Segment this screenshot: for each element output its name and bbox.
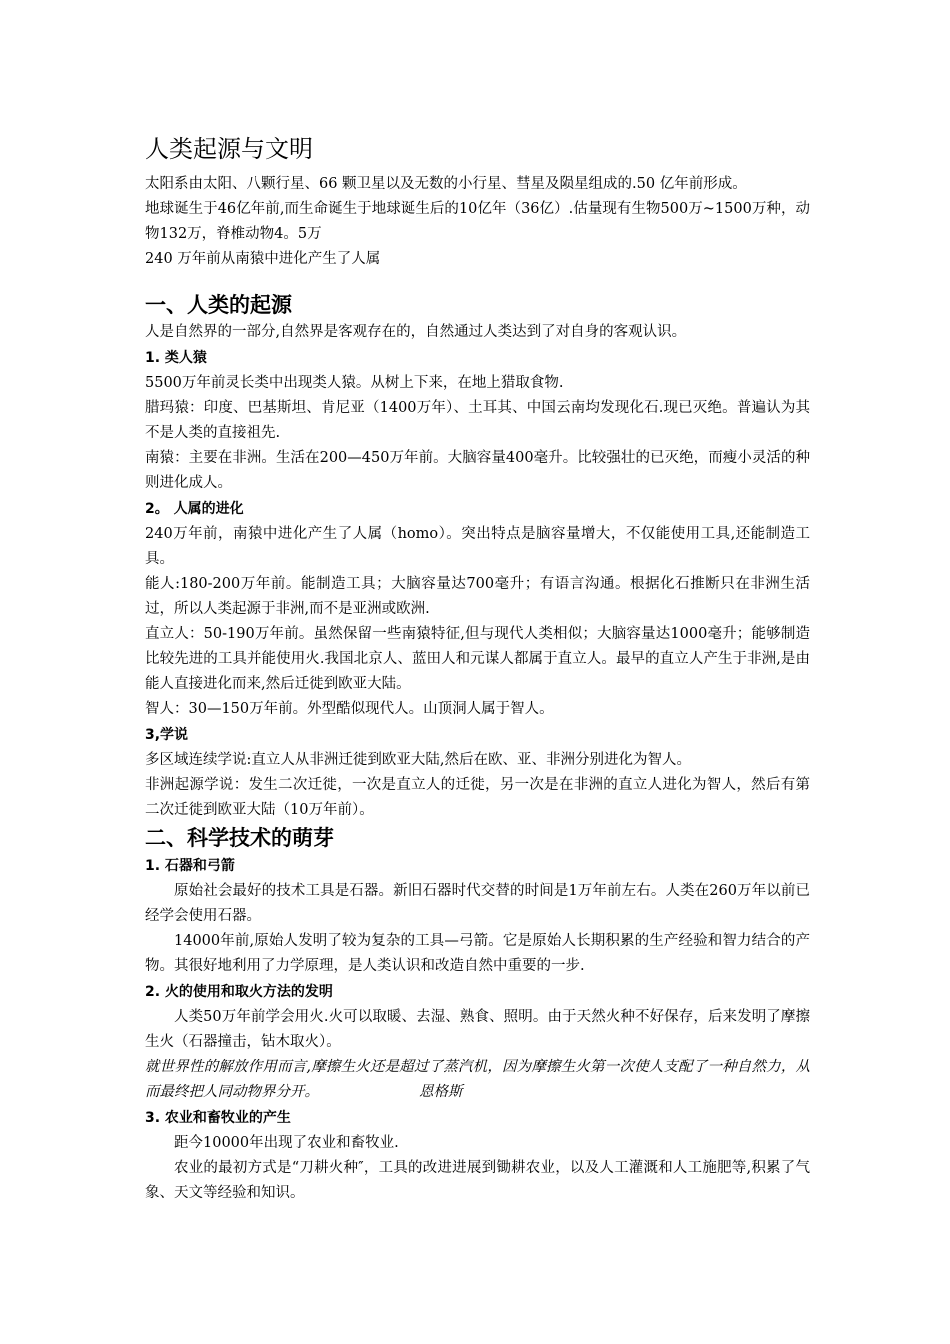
paragraph: 5500万年前灵长类中出现类人猿。从树上下来，在地上猎取食物. xyxy=(145,375,564,391)
intro-paragraph: 太阳系由太阳、八颗行星、66 颗卫星以及无数的小行星、彗星及陨星组成的.50 亿年前形成。 xyxy=(145,176,747,192)
paragraph: 多区域连续学说:直立人从非洲迁徙到欧亚大陆,然后在欧、亚、非洲分别进化为智人。 xyxy=(145,752,691,768)
quote-paragraph xyxy=(145,1055,810,1105)
intro-paragraph: 240 万年前从南猿中进化产生了人属 xyxy=(145,251,381,267)
quote-text: 就世界性的解放作用而言,摩擦生火还是超过了蒸汽机，因为摩擦生火第一次使人支配了一种自然力，从而最终把人同动物界分开。 xyxy=(145,1059,810,1100)
document-body xyxy=(145,132,810,1206)
section-heading: 二、科学技术的萌芽 xyxy=(145,826,334,850)
subsection-heading: 3,学说 xyxy=(145,727,189,743)
paragraph: 240万年前，南猿中进化产生了人属（homo）。突出特点是脑容量增大，不仅能使用工具,还能制造工具。 xyxy=(145,526,810,567)
subsection-heading: 1. 类人猿 xyxy=(145,350,207,366)
paragraph: 腊玛猿：印度、巴基斯坦、肯尼亚（1400万年）、土耳其、中国云南均发现化石.现已灭绝。普遍认为其不是人类的直接祖先. xyxy=(145,400,810,441)
subsection-heading: 2. 火的使用和取火方法的发明 xyxy=(145,984,333,1000)
document-title: 人类起源与文明 xyxy=(145,135,313,163)
paragraph: 14000年前,原始人发明了较为复杂的工具—弓箭。它是原始人长期积累的生产经验和智力结合的产物。其很好地利用了力学原理，是人类认识和改造自然中重要的一步. xyxy=(145,933,810,974)
paragraph: 南猿：主要在非洲。生活在200—450万年前。大脑容量400毫升。比较强壮的已灭绝，而瘦小灵活的种则进化成人。 xyxy=(145,450,810,491)
section-heading: 一、人类的起源 xyxy=(145,293,292,317)
paragraph: 能人:180-200万年前。能制造工具；大脑容量达700毫升；有语言沟通。根据化石推断只在非洲生活过，所以人类起源于非洲,而不是亚洲或欧洲. xyxy=(145,576,810,617)
paragraph: 人类50万年前学会用火.火可以取暖、去湿、熟食、照明。由于天然火种不好保存，后来发明了摩擦生火（石器撞击，钻木取火）。 xyxy=(145,1009,810,1050)
paragraph: 农业的最初方式是“刀耕火种″，工具的改进进展到锄耕农业，以及人工灌溉和人工施肥等,积累了气象、天文等经验和知识。 xyxy=(145,1160,810,1201)
spacer xyxy=(145,272,810,290)
paragraph: 距今10000年出现了农业和畜牧业. xyxy=(174,1135,399,1151)
paragraph: 智人：30—150万年前。外型酷似现代人。山顶洞人属于智人。 xyxy=(145,701,554,717)
quote-author: 恩格斯 xyxy=(419,1084,463,1100)
paragraph: 原始社会最好的技术工具是石器。新旧石器时代交替的时间是1万年前左右。人类在260万年以前已经学会使用石器。 xyxy=(145,883,810,924)
paragraph: 直立人：50-190万年前。虽然保留一些南猿特征,但与现代人类相似；大脑容量达1000毫升；能够制造比较先进的工具并能使用火.我国北京人、蓝田人和元谋人都属于直立人。最早的直立人产生于非洲,是由能人直接进化而来,然后迁徙到欧亚大陆。 xyxy=(145,626,810,692)
section-lead: 人是自然界的一部分,自然界是客观存在的，自然通过人类达到了对自身的客观认识。 xyxy=(145,324,687,340)
paragraph: 非洲起源学说：发生二次迁徙，一次是直立人的迁徙，另一次是在非洲的直立人进化为智人，然后有第二次迁徙到欧亚大陆（10万年前）。 xyxy=(145,777,810,818)
subsection-heading: 3. 农业和畜牧业的产生 xyxy=(145,1110,291,1126)
subsection-heading: 1. 石器和弓箭 xyxy=(145,858,235,874)
intro-paragraph: 地球诞生于46亿年前,而生命诞生于地球诞生后的10亿年（36亿）.估量现有生物500万~1500万种，动物132万，脊椎动物4。5万 xyxy=(145,201,810,242)
subsection-heading: 2。 人属的进化 xyxy=(145,501,244,517)
